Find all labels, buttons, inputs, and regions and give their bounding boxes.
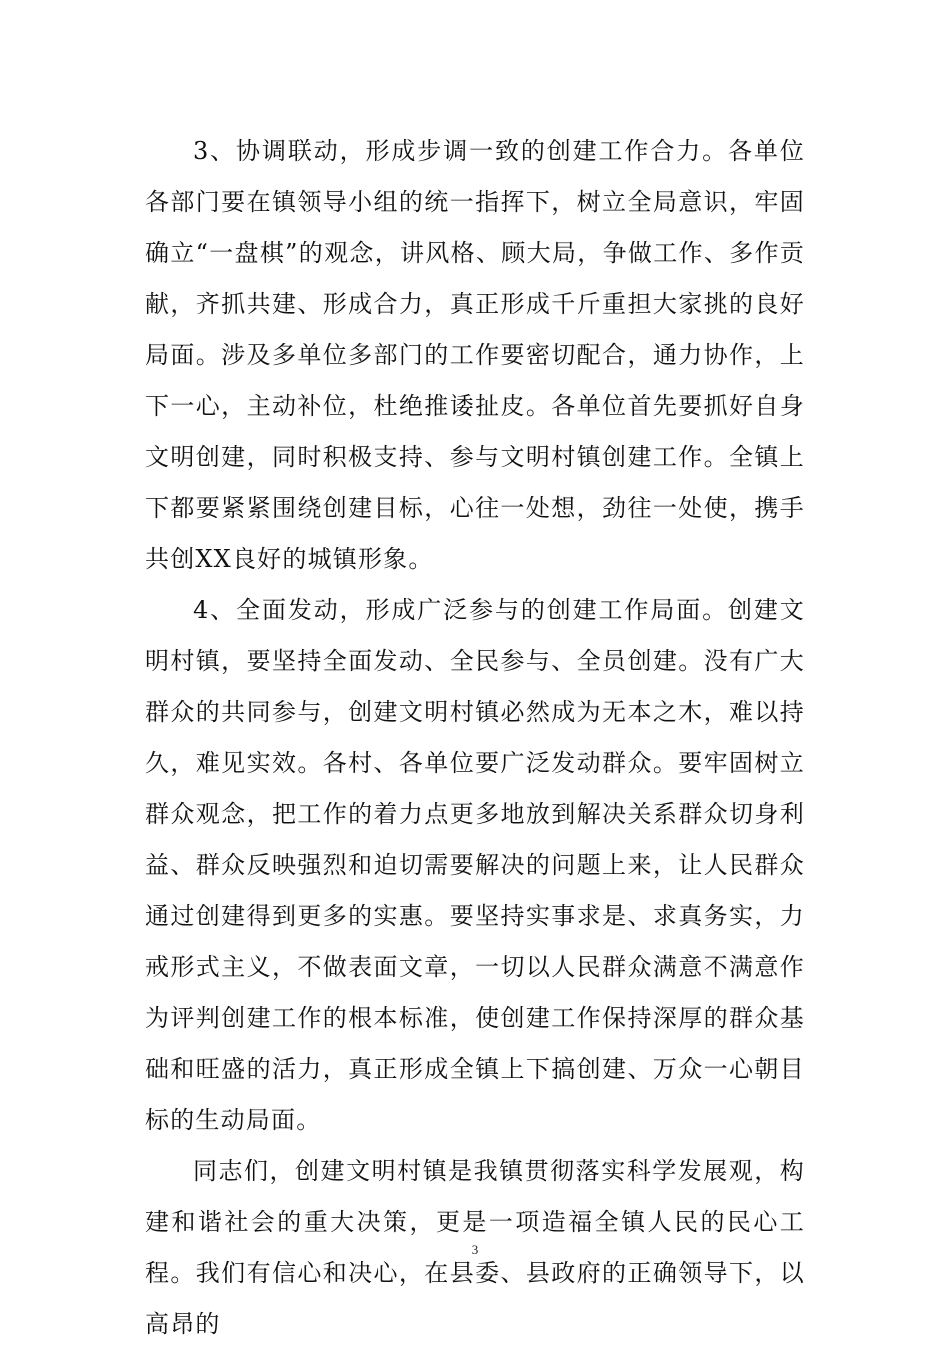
paragraph-mobilization: 4、全面发动，形成广泛参与的创建工作局面。创建文明村镇，要坚持全面发动、全民参与、全员创建。没有广大群众的共同参与，创建文明村镇必然成为无本之木，难以持久，难见实效。各村、各单位要广泛发动群众。要牢固树立群众观念，把工作的着力点更多地放到解决关系群众切身利益、群众反映强烈和迫切需要解决的问题上来，让人民群众通过创建得到更多的实惠。要坚持实事求是、求真务实，力戒形式主义，不做表面文章，一切以人民群众满意不满意作为评判创建工作的根本标准，使创建工作保持深厚的群众基础和旺盛的活力，真正形成全镇上下搞创建、万众一心朝目标的生动局面。 (145, 596, 805, 1134)
paragraph-conclusion: 同志们，创建文明村镇是我镇贯彻落实科学发展观，构建和谐社会的重大决策，更是一项造福全镇人民的民心工程。我们有信心和决心，在县委、县政府的正确领导下，以高昂的 (145, 1157, 805, 1338)
paragraph-coordination: 3、协调联动，形成步调一致的创建工作合力。各单位各部门要在镇领导小组的统一指挥下，树立全局意识，牢固确立“一盘棋”的观念，讲风格、顾大局，争做工作、多作贡献，齐抓共建、形成合力，真正形成千斤重担大家挑的良好局面。涉及多单位多部门的工作要密切配合，通力协作，上下一心，主动补位，杜绝推诿扯皮。各单位首先要抓好自身文明创建，同时积极支持、参与文明村镇创建工作。全镇上下都要紧紧围绕创建目标，心往一处想，劲往一处使，携手共创XX良好的城镇形象。 (145, 137, 805, 573)
page-number: 3 (471, 1242, 479, 1257)
document-body (145, 126, 805, 1350)
